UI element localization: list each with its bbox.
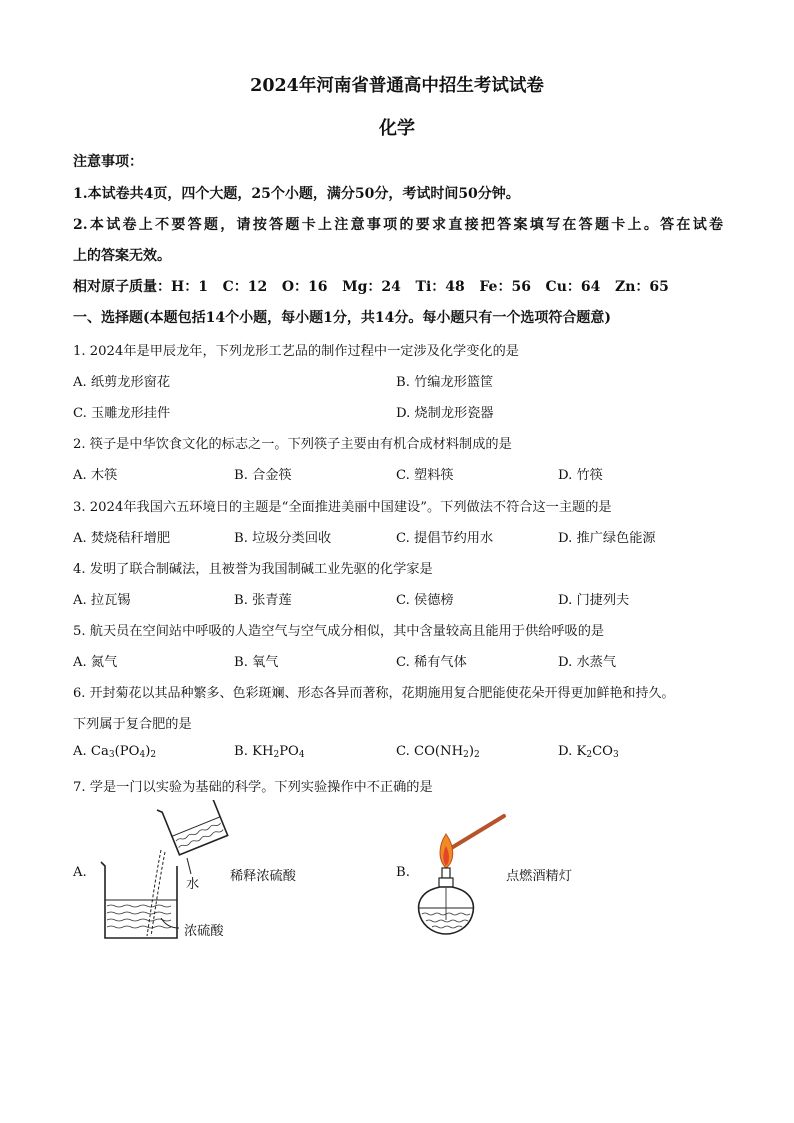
- question-7-option-a-caption: 稀释浓硫酸: [230, 869, 296, 884]
- question-2-option-b: B. 合金筷: [234, 468, 292, 483]
- question-6-option-d: D. $K_2CO_3$: [558, 744, 619, 760]
- question-2-option-d: D. 竹筷: [558, 468, 603, 483]
- notes-item-1: 1.本试卷共4页，四个大题，25个小题，满分50分，考试时间50分钟。: [73, 186, 520, 202]
- question-6-option-c: C. $CO(NH_2)_2$: [396, 744, 480, 760]
- question-6-stem-line-1: 6. 开封菊花以其品种繁多、色彩斑斓、形态各异而著称，花期施用复合肥能使花朵开得更加鲜艳和持久。: [73, 686, 675, 701]
- question-7-option-b-letter: B.: [396, 865, 410, 880]
- question-6-stem-line-2: 下列属于复合肥的是: [73, 717, 192, 732]
- question-1-option-c: C. 玉雕龙形挂件: [73, 406, 171, 421]
- question-3-option-c: C. 提倡节约用水: [396, 531, 494, 546]
- section-1-heading: 一、选择题(本题包括14个小题，每小题1分，共14分。每小题只有一个选项符合题意): [73, 310, 611, 326]
- question-2-option-a: A. 木筷: [73, 468, 118, 483]
- subject-title: 化学: [379, 118, 415, 139]
- question-5-option-d: D. 水蒸气: [558, 655, 617, 670]
- question-4-option-c: C. 侯德榜: [396, 593, 454, 608]
- exam-title: 2024年河南省普通高中招生考试试卷: [250, 76, 544, 96]
- question-2-stem: 2. 筷子是中华饮食文化的标志之一。下列筷子主要由有机合成材料制成的是: [73, 437, 512, 452]
- atomic-masses: 相对原子质量：H：1 C：12 O：16 Mg：24 Ti：48 Fe：56 Cu：64 Zn：65: [73, 279, 669, 295]
- question-3-option-b: B. 垃圾分类回收: [234, 531, 332, 546]
- question-7-option-a-letter: A.: [73, 865, 87, 880]
- question-7-option-b-caption: 点燃酒精灯: [506, 869, 572, 884]
- notes-item-2-line-1: 2.本试卷上不要答题，请按答题卡上注意事项的要求直接把答案填写在答题卡上。答在试卷: [73, 217, 723, 233]
- question-4-option-d: D. 门捷列夫: [558, 593, 630, 608]
- question-1-option-a: A. 纸剪龙形窗花: [73, 375, 171, 390]
- question-6-option-b: B. $KH_2PO_4$: [234, 744, 305, 760]
- question-6-option-a: A. $Ca_3(PO_4)_2$: [73, 744, 157, 760]
- question-3-option-a: A. 焚烧秸秆增肥: [73, 531, 171, 546]
- question-2-option-c: C. 塑料筷: [396, 468, 454, 483]
- question-5-option-b: B. 氧气: [234, 655, 279, 670]
- question-5-option-c: C. 稀有气体: [396, 655, 467, 670]
- label-water: 水: [186, 877, 200, 892]
- label-concentrated-acid: 浓硫酸: [184, 924, 224, 939]
- notes-item-2-line-2: 上的答案无效。: [73, 248, 171, 264]
- question-4-stem: 4. 发明了联合制碱法，且被誉为我国制碱工业先驱的化学家是: [73, 562, 433, 577]
- alcohol-lamp-illustration: [408, 808, 508, 938]
- question-3-option-d: D. 推广绿色能源: [558, 531, 656, 546]
- question-4-option-b: B. 张青莲: [234, 593, 292, 608]
- question-7-stem: 7. 学是一门以实验为基础的科学。下列实验操作中不正确的是: [73, 780, 433, 795]
- question-1-option-d: D. 烧制龙形瓷器: [396, 406, 494, 421]
- question-4-option-a: A. 拉瓦锡: [73, 593, 131, 608]
- question-3-stem: 3. 2024年我国六五环境日的主题是“全面推进美丽中国建设”。下列做法不符合这一主题的是: [73, 500, 612, 515]
- match-stick: [448, 816, 504, 850]
- question-5-option-a: A. 氮气: [73, 655, 118, 670]
- question-1-stem: 1. 2024年是甲辰龙年，下列龙形工艺品的制作过程中一定涉及化学变化的是: [73, 344, 519, 359]
- notes-heading: 注意事项：: [73, 154, 143, 170]
- question-1-option-b: B. 竹编龙形篮筐: [396, 375, 494, 390]
- question-5-stem: 5. 航天员在空间站中呼吸的人造空气与空气成分相似，其中含量较高且能用于供给呼吸的是: [73, 624, 605, 639]
